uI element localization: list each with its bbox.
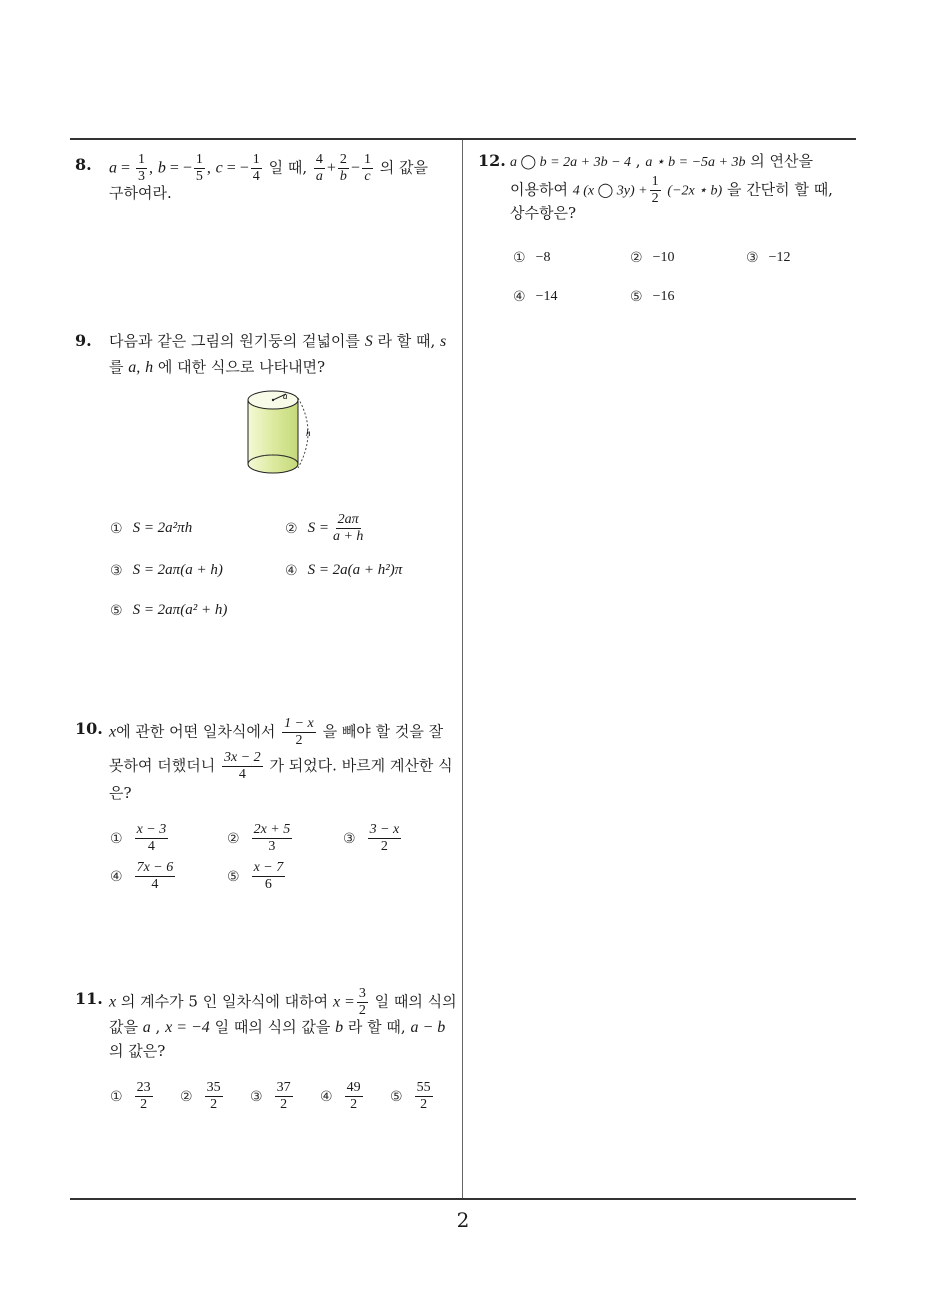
var-s: s [440, 333, 447, 350]
question-number: 8. [75, 155, 92, 174]
choice-mark: ② [227, 830, 240, 847]
question-text: 를 [109, 358, 124, 376]
math-expr: x = −4 [165, 1019, 210, 1036]
choice-expr: S = [307, 520, 329, 536]
choice-mark: ③ [250, 1088, 263, 1105]
choice-expr: −8 [535, 250, 551, 265]
question-text: 다음과 같은 그림의 원기둥의 겉넓이를 [109, 332, 360, 350]
choice-2[interactable] [180, 1080, 225, 1113]
question-text: 일 때의 식의 [374, 992, 457, 1011]
question-text: 값을 [109, 1018, 138, 1036]
fraction: $\frac{1}{c}$ [363, 152, 371, 184]
choice-mark: ⑤ [390, 1088, 403, 1105]
choice-mark: ② [285, 520, 298, 537]
question-text: 은? [109, 784, 132, 802]
var-a: a, [128, 359, 141, 376]
fraction: $\frac{1}{4}$ [252, 152, 260, 184]
question-text: 상수항은? [510, 204, 577, 222]
var-a: a [142, 1019, 151, 1036]
choice-mark: ① [110, 520, 123, 537]
choice-3[interactable] [110, 562, 223, 579]
question-text: 가 되었다. 바르게 계산한 식 [269, 756, 453, 775]
fraction: $\frac{37}{2}$ [276, 1080, 291, 1112]
choice-mark: ④ [320, 1088, 333, 1105]
question-number: 9. [75, 331, 92, 350]
question-text: 라 할 때, [377, 332, 436, 350]
var-x: x [109, 723, 117, 741]
choice-3[interactable] [746, 250, 790, 266]
choice-mark: ② [630, 250, 643, 266]
choice-4[interactable] [320, 1080, 365, 1113]
fraction: $\frac{35}{2}$ [206, 1080, 221, 1112]
choice-mark: ① [513, 250, 526, 266]
choice-1[interactable] [110, 822, 170, 855]
fraction: $\frac{3x - 2}{4}$ [223, 750, 261, 782]
fraction: $\frac{3}{2}$ [358, 986, 366, 1018]
fraction: $\frac{1}{2}$ [651, 174, 659, 206]
fraction: $\frac{23}{2}$ [136, 1080, 151, 1112]
fraction: $\frac{x - 7}{6}$ [253, 860, 284, 892]
fraction: $\frac{1}{3}$ [138, 152, 146, 184]
choice-mark: ④ [285, 562, 298, 579]
label-h: h [306, 428, 311, 438]
math-expr: (−2x ⋆ b) [667, 183, 723, 199]
var-x: x [109, 993, 117, 1011]
choice-5[interactable] [110, 602, 227, 619]
choice-1[interactable] [513, 250, 550, 266]
question-text: 의 값은? [109, 1042, 166, 1060]
choice-mark: ③ [343, 830, 356, 847]
math-expr: 4 (x ◯ 3y) + [572, 183, 648, 199]
question-text: 의 계수가 5 인 일차식에 대하여 [120, 992, 329, 1011]
choice-1[interactable] [110, 520, 192, 537]
question-text: 의 연산을 [750, 152, 813, 170]
choice-3[interactable] [250, 1080, 295, 1113]
choice-1[interactable] [110, 1080, 155, 1113]
choice-4[interactable] [110, 860, 177, 893]
question-text: 못하여 더했더니 [109, 756, 216, 775]
var-a: a [109, 159, 117, 177]
bottom-rule [70, 1198, 856, 1200]
choice-expr: S = 2a²πh [132, 520, 193, 536]
choice-mark: ④ [110, 868, 123, 885]
question-text: 을 간단히 할 때, [726, 180, 833, 199]
question-text: 에 대한 식으로 나타내면? [157, 358, 326, 376]
label-a: a [283, 391, 288, 401]
choice-4[interactable] [513, 289, 557, 305]
question-text: , [155, 1018, 161, 1036]
choice-expr: −10 [652, 250, 675, 265]
choice-2[interactable] [227, 822, 294, 855]
fraction: $\frac{7x - 6}{4}$ [136, 860, 174, 892]
choice-mark: ① [110, 1088, 123, 1105]
question-text: 의 값을 [379, 158, 428, 177]
var-b: b [157, 159, 166, 177]
fraction: $\frac{55}{2}$ [416, 1080, 431, 1112]
choice-5[interactable] [630, 289, 674, 305]
question-text: 일 때의 식의 값을 [214, 1018, 331, 1036]
choice-expr: S = 2aπ(a + h) [132, 562, 223, 578]
math-expr: x = [332, 993, 355, 1011]
choice-mark: ⑤ [227, 868, 240, 885]
choice-3[interactable] [343, 822, 403, 855]
choice-mark: ③ [110, 562, 123, 579]
choice-expr: −14 [535, 289, 558, 304]
choice-4[interactable] [285, 562, 402, 579]
question-text: 이용하여 [510, 180, 568, 199]
column-divider [462, 140, 463, 1200]
fraction: $\frac{x - 3}{4}$ [136, 822, 167, 854]
var-S: S [364, 333, 373, 350]
cylinder-figure [240, 388, 330, 480]
fraction: $\frac{4}{a}$ [315, 152, 323, 184]
choice-mark: ② [180, 1088, 193, 1105]
question-text: 구하여라. [109, 184, 172, 202]
choice-expr: S = 2a(a + h²)π [307, 562, 403, 578]
fraction: $\frac{49}{2}$ [346, 1080, 361, 1112]
fraction: $\frac{2a\pi}{a + h}$ [332, 512, 364, 544]
fraction: $\frac{1 - x}{2}$ [284, 716, 314, 748]
fraction: $\frac{1}{5}$ [195, 152, 203, 184]
question-text: 을 빼야 할 것을 잘 [322, 722, 444, 741]
fraction: $\frac{2}{b}$ [339, 152, 347, 184]
question-number: 12. [478, 151, 506, 170]
choice-expr: −16 [652, 289, 675, 304]
choice-mark: ① [110, 830, 123, 847]
choice-5[interactable] [390, 1080, 435, 1113]
var-c: c [215, 159, 223, 177]
math-expr: a ◯ b = 2a + 3b − 4 [510, 155, 632, 170]
math-expr: a − b [410, 1019, 446, 1036]
fraction: $\frac{3 - x}{2}$ [369, 822, 400, 854]
choice-expr: −12 [768, 250, 791, 265]
choice-mark: ③ [746, 250, 759, 266]
var-h: h [145, 359, 154, 376]
choice-mark: ⑤ [630, 289, 643, 305]
page-number: 2 [456, 1208, 470, 1232]
choice-mark: ⑤ [110, 602, 123, 619]
choice-2[interactable] [285, 512, 367, 545]
choice-5[interactable] [227, 860, 287, 893]
question-text: 라 할 때, [347, 1018, 406, 1036]
choice-expr: S = 2aπ(a² + h) [132, 602, 228, 618]
question-text: 에 관한 어떤 일차식에서 [116, 722, 276, 741]
question-text: 일 때, [268, 158, 308, 177]
choice-mark: ④ [513, 289, 526, 305]
question-text: , [635, 152, 641, 170]
top-rule [70, 138, 856, 140]
math-expr: a ⋆ b = −5a + 3b [645, 155, 746, 170]
question-number: 11. [75, 989, 103, 1008]
question-number: 10. [75, 719, 103, 738]
fraction: $\frac{2x + 5}{3}$ [253, 822, 291, 854]
choice-2[interactable] [630, 250, 674, 266]
var-b: b [335, 1019, 344, 1036]
